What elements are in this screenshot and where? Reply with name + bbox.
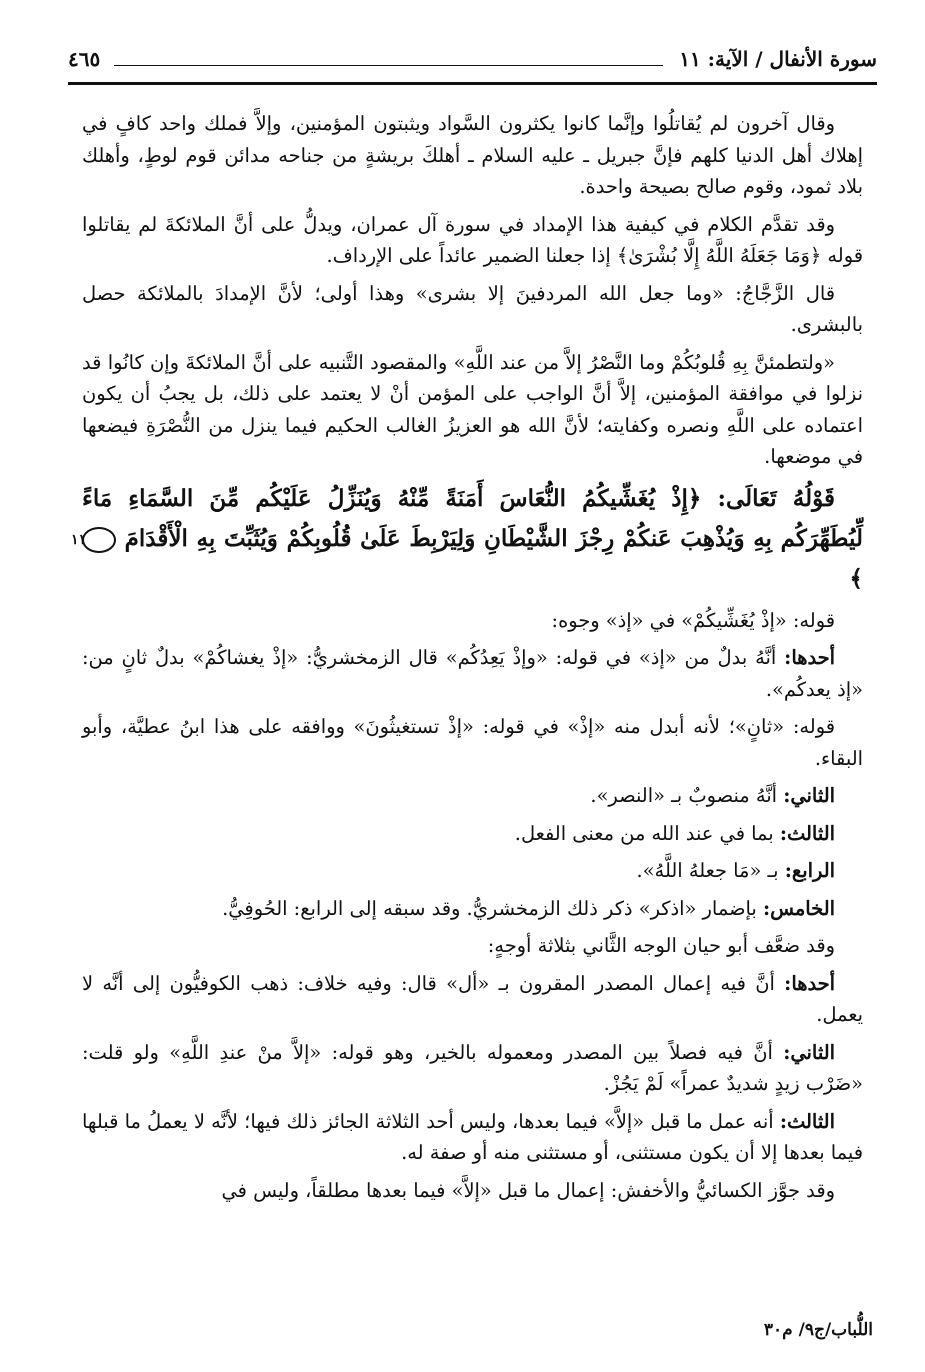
quran-verse xyxy=(70,479,863,599)
paragraph-label: أحدها: xyxy=(784,971,835,995)
paragraph xyxy=(82,930,863,962)
paragraph-text: وقد جوَّز الكسائيُّ والأخفش: إعمال ما قبل «إلاَّ» فيما بعدها مطلقاً، وليس في xyxy=(221,1178,835,1202)
paragraph xyxy=(82,855,863,887)
paragraph xyxy=(82,1106,863,1169)
quran-text: ﴿إِذْ يُغَشِّيكُمُ النُّعَاسَ أَمَنَةً مِّنْهُ وَيُنَزِّلُ عَلَيْكُم مِّنَ السَّمَاءِ مَاءً لِّيُطَهِّرَكُم بِهِ وَيُذْهِبَ عَنكُمْ رِجْزَ الشَّيْطَانِ وَلِيَرْبِطَ عَلَىٰ قُلُوبِكُمْ وَيُثَبِّتَ بِهِ الْأَقْدَامَ xyxy=(82,484,863,552)
paragraph xyxy=(82,605,863,637)
paragraph-label: الثاني: xyxy=(783,784,835,807)
paragraph xyxy=(82,1037,863,1100)
footer-signature: اللُّباب/ج٩/ م٣٠ xyxy=(763,1320,873,1340)
paragraph-text: بإضمار «اذكر» ذكر ذلك الزمخشريُّ. وقد سبقه إلى الرابع: الحُوفِيُّ. xyxy=(222,896,757,920)
paragraph-label: أحدها: xyxy=(784,646,835,669)
paragraph xyxy=(82,278,863,341)
paragraph-text: وقد ضعَّف أبو حيان الوجه الثَّاني بثلاثة أوجهٍ: xyxy=(487,934,835,957)
paragraph-text: قال الزَّجَّاجُ: «وما جعل الله المردفينَ إلا بشرى» وهذا أولى؛ لأنَّ الإمدادَ بالملائكة حصل بالبشرى. xyxy=(82,281,863,336)
paragraph xyxy=(82,1175,863,1207)
paragraph-text: وقد تقدَّم الكلام في كيفية هذا الإمداد في سورة آل عمران، ويدلُّ على أنَّ الملائكةَ لم يقاتلوا قوله ﴿وَمَا جَعَلَهُ اللَّهُ إِلَّا بُشْرَىٰ﴾ إذا جعلنا الضمير عائداً على الإرداف. xyxy=(82,212,863,267)
paragraph xyxy=(82,780,863,812)
paragraph-label: الثالث: xyxy=(779,1109,835,1133)
paragraph xyxy=(82,209,863,272)
paragraph-label: الرابع: xyxy=(784,859,835,882)
paragraph xyxy=(82,893,863,925)
paragraph xyxy=(82,968,863,1031)
paragraph xyxy=(82,642,863,705)
page-number: ٤٦٥ xyxy=(68,47,101,71)
quran-close: ﴾ xyxy=(849,564,863,592)
page-body xyxy=(70,108,863,1212)
paragraph-text: وقال آخرون لم يُقاتلُوا وإنَّما كانوا يكثرون السَّواد ويثبتون المؤمنين، وإلاَّ فملك واحد كافٍ في إهلاك أهل الدنيا كلهم فإنَّ جبريل ـ عليه السلام ـ أهلكَ بريشةٍ من جناحه مدائن قوم لوطٍ، وأهلك بلاد ثمود، وقوم صالح بصيحة واحدة. xyxy=(82,112,863,198)
quran-intro: قَوْلُهُ تَعَالَى: xyxy=(717,484,835,512)
header-rule xyxy=(68,82,877,85)
paragraph-text: بـ «مَا جعلهُ اللَّهُ». xyxy=(636,859,779,882)
paragraph xyxy=(82,818,863,850)
header-title: سورة الأنفال / الآية: ١١ xyxy=(679,47,877,71)
paragraph-text: بما في عند الله من معنى الفعل. xyxy=(514,821,774,845)
paragraph-text: أنَّ فيه إعمال المصدر المقرون بـ «أل» قال: وفيه خلاف: ذهب الكوفيُّون إلى أنَّه لا يعمل. xyxy=(82,971,863,1026)
header-leader-line xyxy=(114,65,663,66)
paragraph-label: الثاني: xyxy=(783,1040,835,1064)
paragraph xyxy=(82,108,863,203)
paragraph-text: قوله: «إذْ يُغَشِّيكُمْ» في «إذ» وجوه: xyxy=(551,608,835,632)
verse-number: ١١ xyxy=(82,527,116,553)
paragraph xyxy=(82,711,863,774)
paragraph-label: الثالث: xyxy=(779,821,835,845)
paragraph-text: أنَّ فيه فصلاً بين المصدر ومعموله بالخير، وهو قوله: «إلاَّ منْ عندِ اللَّهِ» ولو قلت: «ضَرْب زيدٍ شديدٌ عمراً» لَمْ يَجُزْ. xyxy=(82,1040,863,1095)
paragraph-label: الخامس: xyxy=(763,896,835,920)
paragraph-text: أنَّهُ بدلٌ من «إذ» في قوله: «وإذْ يَعِدُكُم» قال الزمخشريُّ: «إذْ يغشاكُمْ» بدلٌ ثانٍ من: «إذ يعدكُم». xyxy=(82,646,863,701)
running-header xyxy=(68,38,877,80)
paragraph-text: أنه عمل ما قبل «إلاَّ» فيما بعدها، وليس أحد الثلاثة الجائز ذلك فيها؛ لأنَّه لا يعملُ ما قبلها فيما بعدها إلا أن يكون مستثنى، أو مستثنى منه أو صفة له. xyxy=(82,1109,863,1164)
paragraph-text: قوله: «ثانٍ»؛ لأنه أبدل منه «إذْ» في قوله: «إذْ تستغيثُونَ» ووافقه على هذا ابنُ عطيَّة، وأبو البقاء. xyxy=(82,715,863,770)
paragraph-text: «ولتطمئنَّ بِهِ قُلوبُكُمْ وما النَّصْرُ إلاَّ من عند اللَّهِ» والمقصود التَّنبيه على أنَّ الملائكةَ وإن كانُوا قد نزلوا في موافقة المؤمنين، إلاَّ أنَّ الواجب على المؤمن أنْ لا يعتمد على ذلك، بل يجبُ أن يكون اعتماده على اللَّهِ ونصره وكفايته؛ لأنَّ الله هو العزيزُ الغالب الحكيم فيما ينزل من النُّصْرَةِ فيضعها في موضعها. xyxy=(82,350,863,468)
paragraph-text: أنَّهُ منصوبٌ بـ «النصر». xyxy=(590,784,778,807)
paragraph xyxy=(82,347,863,473)
